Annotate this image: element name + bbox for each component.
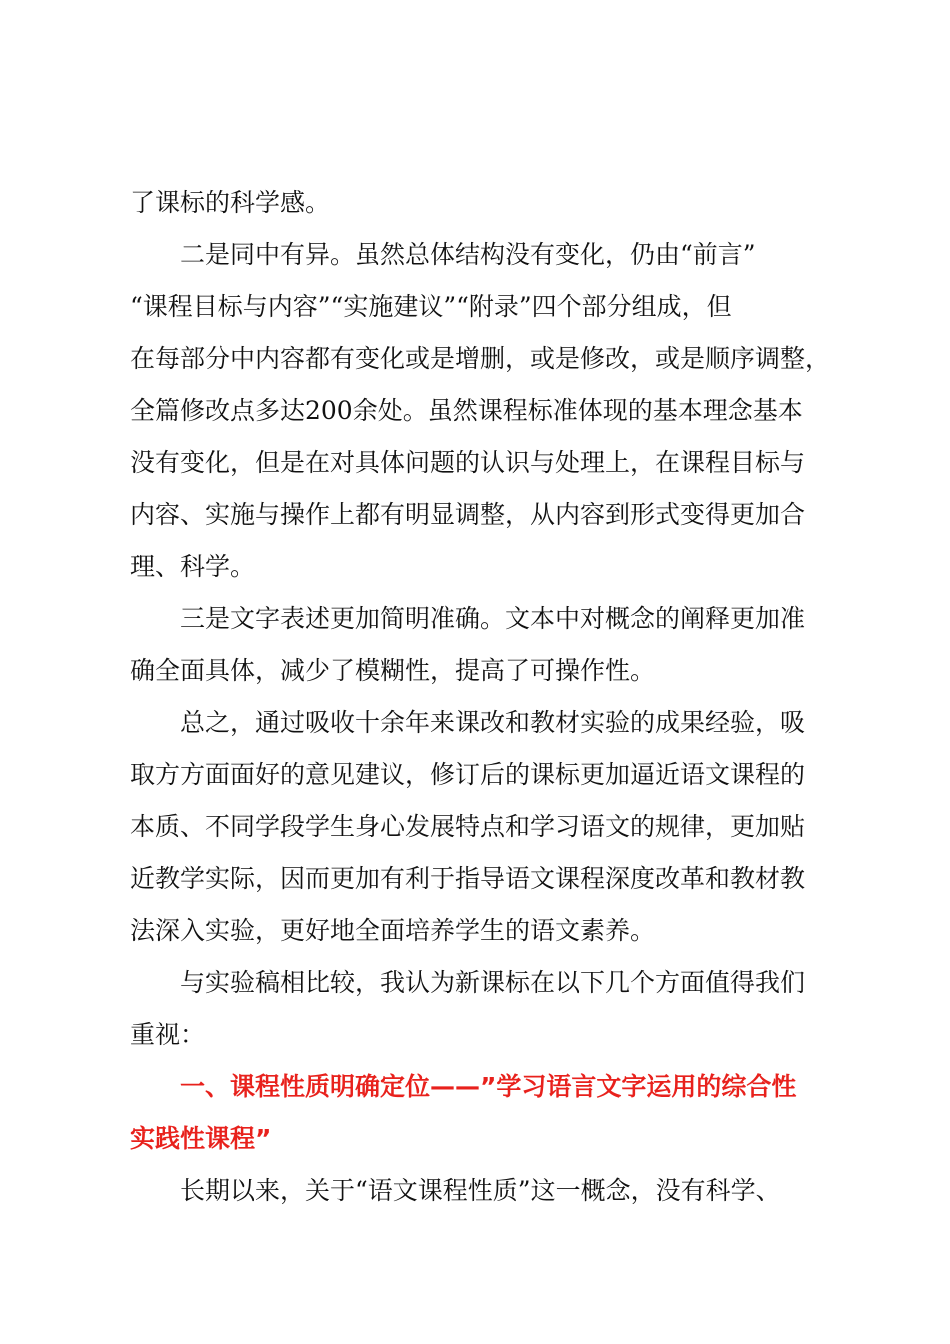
paragraph-line: 与实验稿相比较，我认为新课标在以下几个方面值得我们 [180,968,806,997]
paragraph-line: “课程目标与内容”“实施建议”“附录”四个部分组成，但 [130,292,732,321]
paragraph-line: 取方方面面好的意见建议，修订后的课标更加逼近语文课程的 [130,760,806,789]
section-heading-line: 实践性课程” [130,1124,272,1153]
paragraph-line: 全篇修改点多达200余处。虽然课程标准体现的基本理念基本 [130,396,803,425]
paragraph-line: 近教学实际，因而更加有利于指导语文课程深度改革和教材教 [130,864,806,893]
paragraph-line: 法深入实验，更好地全面培养学生的语文素养。 [130,916,656,945]
paragraph-line: 总之，通过吸收十余年来课改和教材实验的成果经验，吸 [180,708,806,737]
paragraph-line: 内容、实施与操作上都有明显调整，从内容到形式变得更加合 [130,500,806,529]
paragraph-line: 本质、不同学段学生身心发展特点和学习语文的规律，更加贴 [130,812,806,841]
paragraph-line: 了课标的科学感。 [130,188,331,217]
paragraph-line: 理、科学。 [130,552,256,581]
section-heading-line: 一、课程性质明确定位——”学习语言文字运用的综合性 [180,1072,797,1101]
paragraph-line: 没有变化，但是在对具体问题的认识与处理上，在课程目标与 [130,448,806,477]
paragraph-line: 在每部分中内容都有变化或是增删，或是修改，或是顺序调整， [130,344,831,373]
document-body [130,177,840,1217]
paragraph-line: 确全面具体，减少了模糊性，提高了可操作性。 [130,656,656,685]
paragraph-line: 长期以来，关于“语文课程性质”这一概念，没有科学、 [180,1176,781,1205]
paragraph-line: 三是文字表述更加简明准确。文本中对概念的阐释更加准 [180,604,806,633]
paragraph-line: 二是同中有异。虽然总体结构没有变化，仍由“前言” [180,240,756,269]
paragraph-line: 重视： [130,1020,206,1049]
